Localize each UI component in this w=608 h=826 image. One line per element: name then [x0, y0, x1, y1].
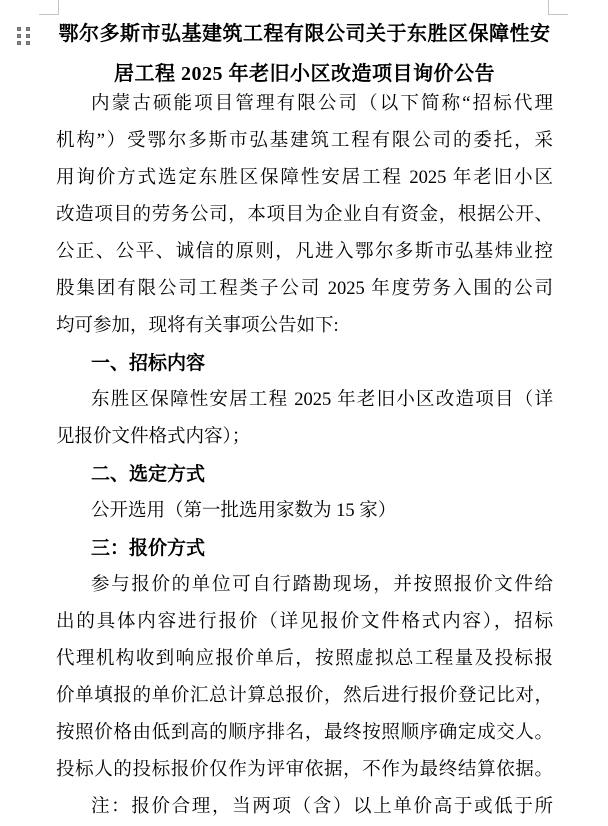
drag-handle-dots-icon[interactable] — [17, 27, 30, 45]
body-text-line: 机构”）受鄂尔多斯市弘基建筑工程有限公司的委托，采 — [56, 131, 553, 151]
body-text-line: 用询价方式选定东胜区保障性安居工程 2025 年老旧小区 — [56, 168, 553, 188]
body-text-line: 按照价格由低到高的顺序排名，最终按照顺序确定成交人。 — [56, 723, 553, 743]
dot — [26, 34, 30, 38]
body-text-line: 代理机构收到响应报价单后，按照虚拟总工程量及投标报 — [56, 649, 553, 669]
document-body — [56, 86, 553, 826]
body-text-line: 公开选用（第一批选用家数为 15 家） — [91, 501, 397, 521]
text-boundary-mark-top-right — [548, 0, 568, 15]
dot — [17, 27, 21, 31]
body-text-line: 改造项目的劳务公司，本项目为企业自有资金，根据公开、 — [56, 205, 553, 225]
body-text-line: 内蒙古硕能项目管理有限公司（以下简称“招标代理 — [91, 94, 553, 114]
section-heading: 二、选定方式 — [91, 464, 206, 485]
body-text-line: 均可参加，现将有关事项公告如下: — [56, 316, 339, 336]
body-text-line: 投标人的投标报价仅作为评审依据，不作为最终结算依据。 — [56, 760, 553, 780]
body-text-line: 东胜区保障性安居工程 2025 年老旧小区改造项目（详 — [91, 390, 553, 410]
document-title-line-1: 鄂尔多斯市弘基建筑工程有限公司关于东胜区保障性安 — [58, 23, 551, 45]
body-text-line: 见报价文件格式内容）； — [56, 427, 251, 447]
text-boundary-mark-top-left — [39, 0, 59, 15]
text-column — [56, 14, 553, 826]
dot — [26, 27, 30, 31]
body-text-line: 股集团有限公司工程类子公司 2025 年度劳务入围的公司 — [56, 279, 553, 299]
body-text-line: 价单填报的单价汇总计算总报价，然后进行报价登记比对， — [56, 686, 553, 706]
body-text-line: 出的具体内容进行报价（详见报价文件格式内容），招标 — [56, 612, 553, 632]
body-text-line: 参与报价的单位可自行踏勘现场，并按照报价文件给 — [91, 575, 553, 595]
dot — [17, 41, 21, 45]
section-heading: 三：报价方式 — [91, 538, 206, 559]
body-text-line: 公正、公平、诚信的原则，凡进入鄂尔多斯市弘基炜业控 — [56, 242, 553, 262]
document-title-line-2: 居工程 2025 年老旧小区改造项目询价公告 — [114, 63, 495, 85]
body-text-line: 注：报价合理，当两项（含）以上单价高于或低于所 — [91, 797, 553, 817]
dot — [26, 41, 30, 45]
dot — [17, 34, 21, 38]
document-title — [56, 14, 553, 94]
section-heading: 一、招标内容 — [91, 353, 206, 374]
